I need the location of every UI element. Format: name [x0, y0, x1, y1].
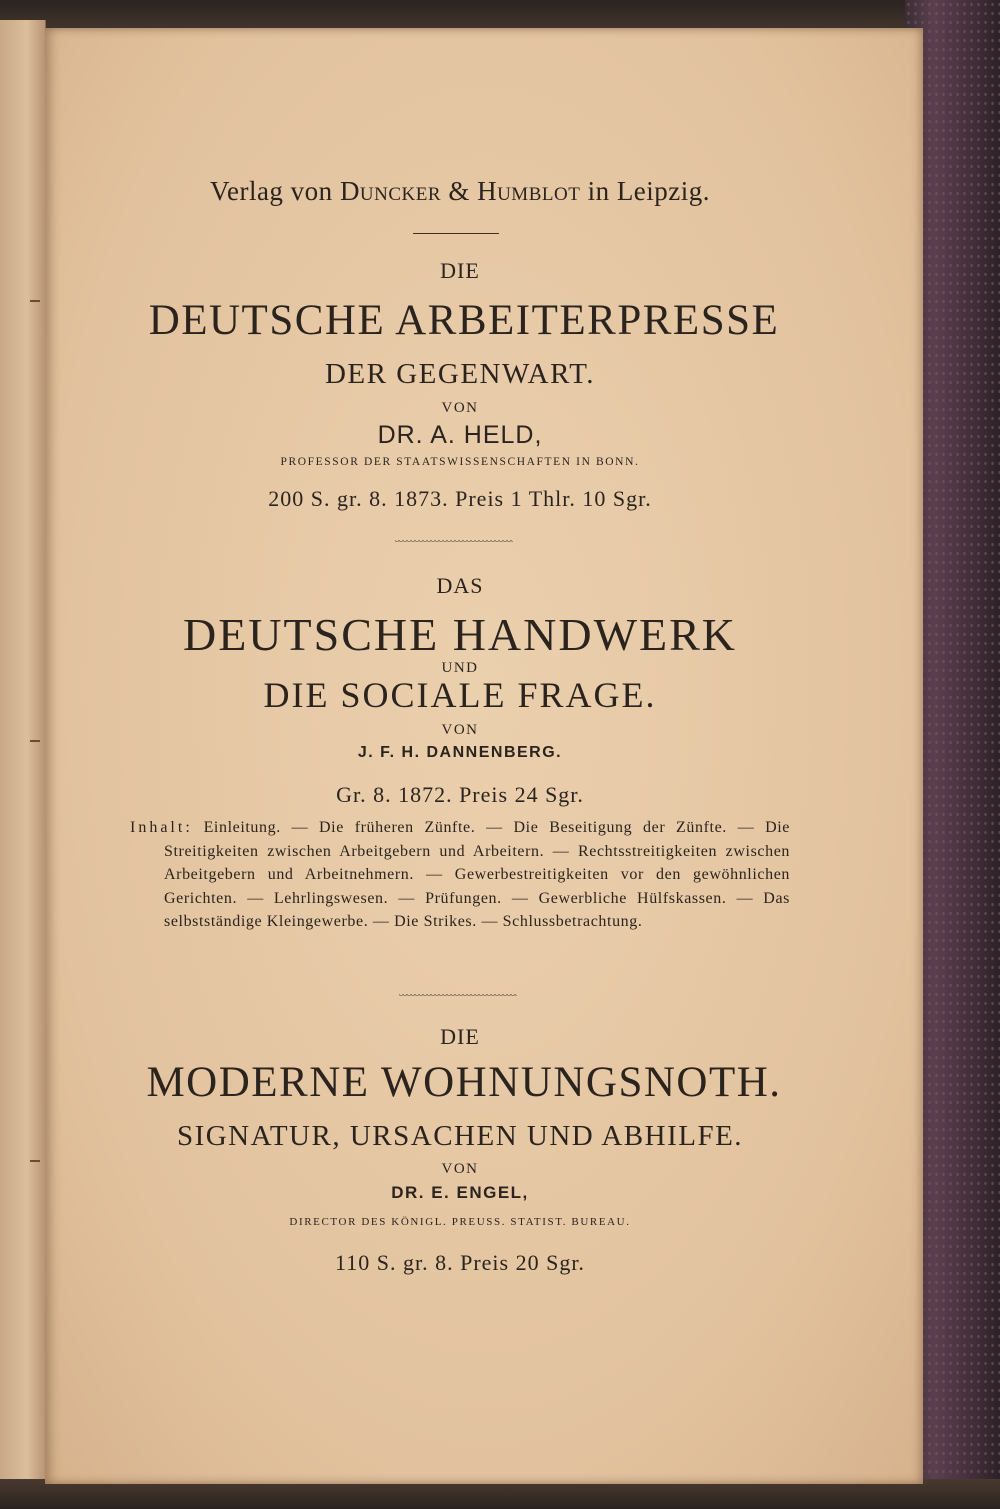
ornament-divider: [395, 540, 513, 544]
book2-von: VON: [441, 722, 479, 738]
book1-title: DEUTSCHE ARBEITERPRESSE: [148, 297, 780, 344]
publisher-line: Verlag von Duncker & Humblot in Leipzig.: [209, 176, 711, 206]
book3-title: MODERNE WOHNUNGSNOTH.: [146, 1059, 782, 1106]
book3-article: DIE: [440, 1024, 480, 1049]
divider-rule: [413, 233, 499, 234]
book2-title: DEUTSCHE HANDWERK: [182, 609, 737, 660]
contents-text: Einleitung. — Die früheren Zünfte. — Die Beseitigung der Zünfte. — Die Streitigkeiten zwischen Arbeitgebern und Arbeitern. — Rechtsstreitigkeiten zwischen Arbeitgebern und Arbeitnehmern. — Gewerbestreitigkeiten vor den gewöhnlichen Gerichten. — Lehrlingswesen. — Prüfungen. — Gewerbliche Hülfskassen. — Das selbstständige Kleingewerbe. — Die Strikes. — Schlussbetrachtung.: [164, 819, 790, 930]
book1-von: VON: [441, 400, 479, 416]
book3-details: 110 S. gr. 8. Preis 20 Sgr.: [335, 1250, 585, 1275]
book2-und: UND: [441, 660, 479, 676]
book1-details: 200 S. gr. 8. 1873. Preis 1 Thlr. 10 Sgr.: [268, 486, 652, 511]
page: [45, 28, 923, 1484]
book1-affiliation: PROFESSOR DER STAATSWISSENSCHAFTEN IN BONN.: [280, 456, 640, 468]
book2-author: J. F. H. DANNENBERG.: [357, 744, 563, 761]
book3-von: VON: [441, 1161, 479, 1177]
book2-details: Gr. 8. 1872. Preis 24 Sgr.: [336, 782, 584, 807]
facing-page-edge: [0, 20, 46, 1490]
book2-subtitle: DIE SOCIALE FRAGE.: [263, 675, 657, 715]
book3-author: DR. E. ENGEL,: [391, 1183, 529, 1202]
ornament-divider: [399, 994, 517, 998]
book1-author: DR. A. HELD,: [377, 421, 543, 449]
contents-label: Inhalt:: [130, 819, 193, 836]
book1-article: DIE: [440, 258, 480, 283]
book2-contents: [130, 816, 790, 934]
book1-subtitle: DER GEGENWART.: [324, 358, 596, 390]
book2-article: DAS: [436, 573, 484, 598]
book3-affiliation: DIRECTOR DES KÖNIGL. PREUSS. STATIST. BUREAU.: [289, 1216, 631, 1228]
book3-subtitle: SIGNATUR, URSACHEN UND ABHILFE.: [176, 1120, 744, 1152]
